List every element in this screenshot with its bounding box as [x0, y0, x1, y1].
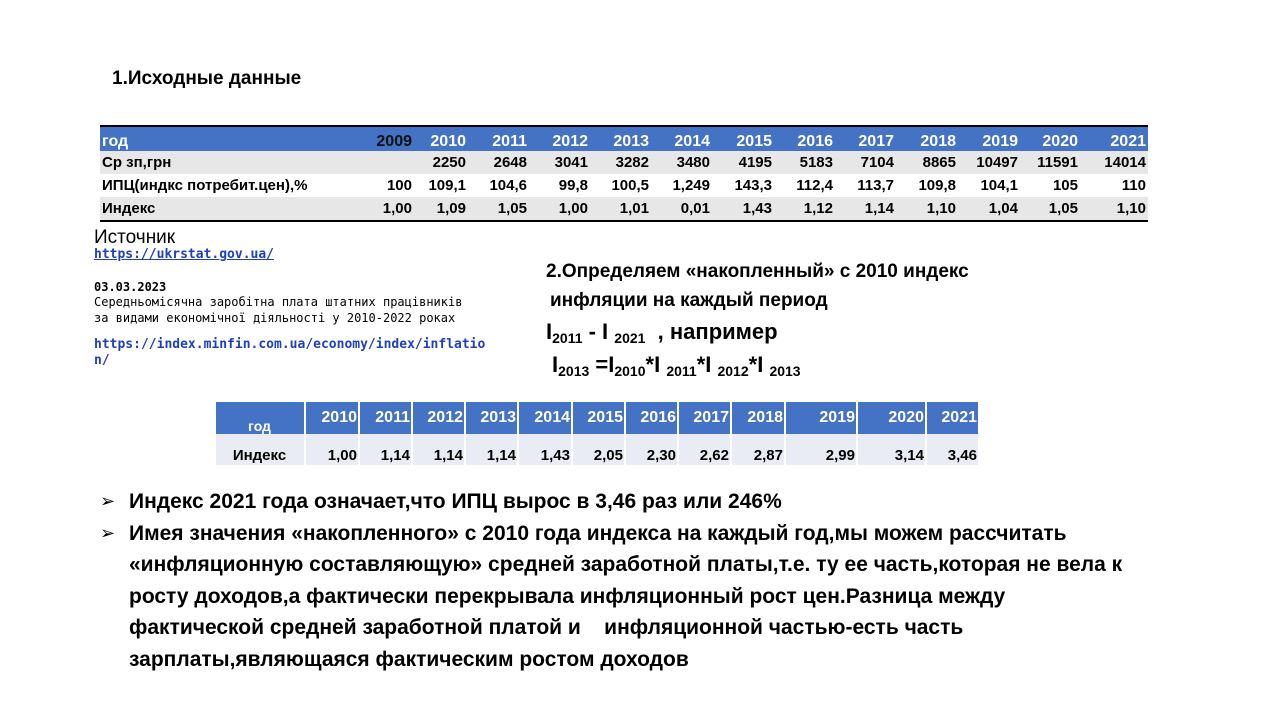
table-header-cell: 2015: [573, 402, 626, 434]
table-cell: 8865: [896, 151, 958, 174]
table-cell: 1,249: [672, 177, 710, 194]
table-cell: 109,8: [918, 177, 956, 194]
formula-symbol: =I: [589, 352, 615, 377]
table-header-cell: 2011: [468, 126, 529, 151]
formula-symbol: *I: [696, 352, 718, 377]
table-cell: 5183: [774, 151, 835, 174]
list-item: [100, 518, 1140, 676]
table-cell: 1,05: [1020, 197, 1080, 221]
table-cell: 14014: [1080, 151, 1148, 174]
table-cell: 109,1: [428, 177, 466, 194]
table-cell: 3,46: [927, 434, 980, 465]
table-cell: 1,10: [896, 197, 958, 221]
table-cell: 105: [1052, 177, 1078, 194]
table-cell: 1,05: [468, 197, 529, 221]
table-row: [100, 197, 1148, 221]
table-header-cell: 2018: [896, 126, 958, 151]
table-header-cell: 2010: [414, 126, 468, 151]
table-cell: 2,62: [679, 434, 732, 465]
formula-symbol: - I: [582, 319, 615, 344]
table-cell: 1,14: [360, 434, 413, 465]
table-cell: 1,00: [529, 197, 590, 221]
formula-symbol: *I: [748, 352, 770, 377]
table-cell: 100: [386, 177, 412, 194]
formula-symbol: I: [552, 352, 559, 377]
source-description-line2: за видами економічної діяльності у 2010-2022 роках: [94, 311, 456, 325]
conclusion-list: [100, 486, 1140, 675]
table-cell: 2648: [468, 151, 529, 174]
table-cell: 1,01: [590, 197, 651, 221]
table-cell: 1,12: [774, 197, 835, 221]
formula-text: , например: [645, 319, 778, 344]
table-header-cell: 2019: [958, 126, 1020, 151]
table-cell: 10497: [958, 151, 1020, 174]
source-date: 03.03.2023: [94, 280, 167, 294]
formula-subscript: 2011: [552, 330, 583, 346]
formula-subscript: 2013: [558, 363, 590, 379]
table-header-cell: 2021: [927, 402, 980, 434]
arrow-bullet-icon: ➢: [100, 522, 116, 544]
source-description-line1: Середньомісячна заробітна плата штатних працівників: [94, 295, 463, 309]
formula-subscript: 2010: [614, 363, 646, 379]
table-header-cell: 2020: [1020, 126, 1080, 151]
list-item-text: Индекс 2021 года означает,что ИПЦ вырос в 3,46 раз или 246%: [129, 490, 782, 513]
table-cell: 113,7: [857, 177, 894, 194]
table-cell: 11591: [1020, 151, 1080, 174]
table-header-cell: год: [100, 126, 362, 151]
table-header-cell: 2012: [529, 126, 590, 151]
page-title: 1.Исходные данные: [112, 68, 302, 89]
table-header-cell: год: [216, 402, 306, 434]
table-cell: 0,01: [651, 197, 712, 221]
table-cell: 104,6: [489, 177, 527, 194]
table-cell: 1,14: [835, 197, 896, 221]
table-cell: 1,09: [414, 197, 468, 221]
table-header-cell: 2011: [360, 402, 413, 434]
minfin-link[interactable]: https://index.minfin.com.ua/economy/index/inflation/: [94, 337, 486, 368]
table-cell: 100,5: [611, 177, 649, 194]
formula-subscript: 2012: [717, 363, 749, 379]
table-row: [100, 151, 1148, 174]
formula-symbol: *I: [645, 352, 667, 377]
table-header-cell: 2015: [712, 126, 774, 151]
arrow-bullet-icon: ➢: [100, 491, 116, 512]
list-item-text: Имея значения «накопленного» с 2010 года индекса на каждый год,мы можем рассчитать «инфляционную составляющую» средней заработной платы,т.е. ту ее часть,которая не вела к росту доходов,а фактически перекрывала инфляционный рост цен.Разница между фактической средней заработной платой и инфляционной частью-есть часть зарплаты,являющаяся фактическим ростом доходов: [129, 521, 1129, 671]
table-header-cell: 2020: [858, 402, 927, 434]
table-header-cell: 2013: [590, 126, 651, 151]
table-header-cell: 2017: [679, 402, 732, 434]
formula-subscript: 2021: [614, 330, 646, 346]
table-cell: 2250: [414, 151, 468, 174]
table-header-cell: 2019: [786, 402, 858, 434]
table-cell: 1,14: [466, 434, 519, 465]
table-header-cell: 2009: [362, 126, 414, 151]
table-header-cell: 2016: [626, 402, 679, 434]
table-cell: 1,43: [519, 434, 573, 465]
table-header-row: [216, 402, 980, 434]
table-cell: [362, 151, 414, 174]
table-cell: 1,43: [712, 197, 774, 221]
table-header-cell: 2010: [306, 402, 360, 434]
table-cell: 3,14: [858, 434, 927, 465]
table-cell: 1,10: [1080, 197, 1148, 221]
formula-range: [546, 319, 778, 346]
table-cell: 1,14: [413, 434, 466, 465]
table-header-row: [100, 126, 1148, 151]
formula-example: [552, 352, 801, 379]
formula-subscript: 2011: [666, 363, 697, 379]
cumulative-index-table: [216, 402, 980, 465]
table-cell: 2,99: [786, 434, 858, 465]
table-header-cell: 2012: [413, 402, 466, 434]
ukrstat-link[interactable]: https://ukrstat.gov.ua/: [94, 247, 275, 262]
table-cell: 1,00: [306, 434, 360, 465]
table-cell: 99,8: [558, 177, 588, 194]
table-row-label: Индекс: [100, 197, 362, 221]
formula-symbol: I: [546, 319, 553, 344]
table-row: [216, 434, 980, 465]
table-header-cell: 2017: [835, 126, 896, 151]
table-cell: 3480: [651, 151, 712, 174]
table-cell: 3282: [590, 151, 651, 174]
table-row-label: ИПЦ(индкс потребит.цен),%: [102, 177, 308, 194]
table-cell: 143,3: [734, 177, 772, 194]
table-cell: 7104: [835, 151, 896, 174]
section2-heading-line1: 2.Определяем «накопленный» с 2010 индекс: [546, 261, 969, 282]
section2-heading-line2: инфляции на каждый период: [550, 290, 828, 311]
table-header-cell: 2018: [732, 402, 786, 434]
table-cell: 112,4: [796, 177, 833, 194]
table-row-label: Ср зп,грн: [100, 151, 362, 174]
table-header-cell: 2016: [774, 126, 835, 151]
table-cell: 2,87: [732, 434, 786, 465]
source-heading: Источник: [94, 227, 176, 248]
table-header-cell: 2014: [519, 402, 573, 434]
table-cell: 104,1: [980, 177, 1018, 194]
source-data-table: [100, 125, 1148, 222]
table-cell: 3041: [529, 151, 590, 174]
table-row-label: Индекс: [216, 434, 306, 465]
table-cell: 1,04: [958, 197, 1020, 221]
table-header-cell: 2021: [1080, 126, 1148, 151]
table-cell: 110: [1121, 177, 1146, 194]
table-cell: 4195: [712, 151, 774, 174]
formula-subscript: 2013: [769, 363, 801, 379]
table-header-cell: 2013: [466, 402, 519, 434]
table-cell: 2,05: [573, 434, 626, 465]
list-item: [100, 486, 1140, 518]
table-cell: 2,30: [626, 434, 679, 465]
table-header-cell: 2014: [651, 126, 712, 151]
table-cell: 1,00: [362, 197, 414, 221]
table-row: [100, 174, 1148, 197]
